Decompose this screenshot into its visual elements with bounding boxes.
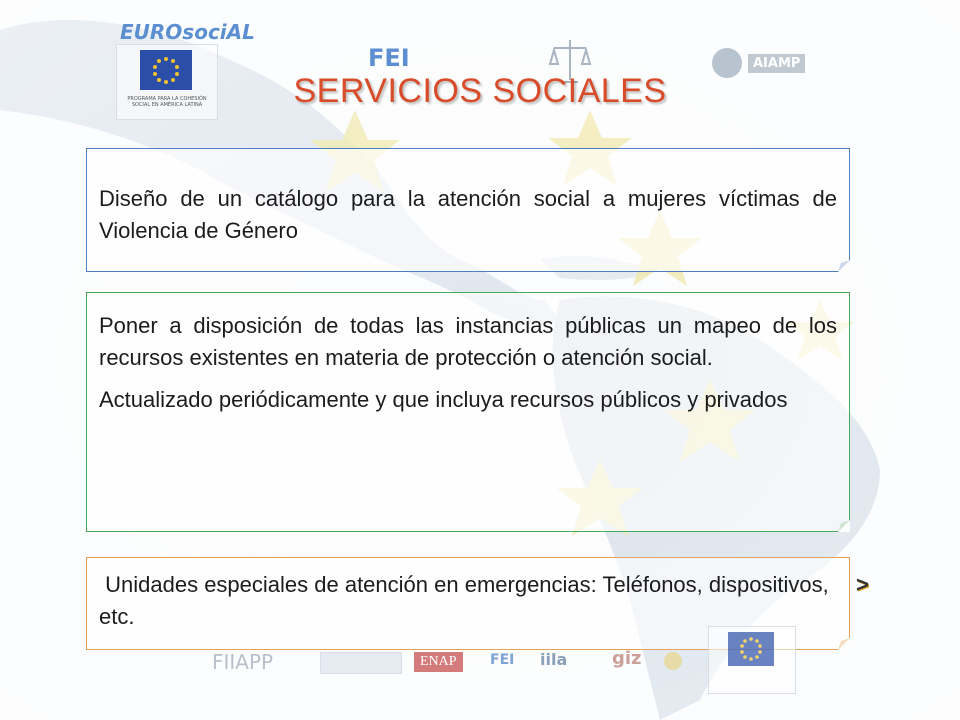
- folded-corner: [838, 638, 850, 650]
- enap-logo: ENAP: [414, 652, 463, 672]
- slide-title: SERVICIOS SOCIALES: [293, 72, 667, 110]
- iila-logo: iila: [540, 650, 568, 669]
- folded-corner: [838, 520, 850, 532]
- aiamp-logo: AIAMP: [748, 54, 805, 73]
- emergency-units-text: Unidades especiales de atención en emergencias: Teléfonos, dispositivos, etc.: [99, 572, 835, 629]
- eurosocial-wordmark: EUROsociAL: [120, 20, 255, 44]
- resource-update-text: Actualizado periódicamente y que incluya recursos públicos y privados: [99, 387, 788, 412]
- folded-corner: [838, 260, 850, 272]
- catalog-box: [86, 148, 850, 272]
- partner-logo: [320, 652, 402, 674]
- catalog-text: Diseño de un catálogo para la atención social a mujeres víctimas de Violencia de Género: [99, 186, 837, 243]
- eurosocial-caption: PROGRAMA PARA LA COHESIÓN SOCIAL EN AMÉRICA LATINA: [127, 96, 207, 108]
- eu-flag-icon: [728, 632, 774, 666]
- resource-map-text: Poner a disposición de todas las instancias públicas un mapeo de los recursos existentes en materia de protección o atención social.: [99, 313, 837, 370]
- giz-logo: giz: [612, 648, 642, 669]
- fei-logo: FEI: [368, 44, 410, 72]
- fei-bottom-logo: FEI: [490, 652, 515, 668]
- partner-emblem: [664, 652, 682, 670]
- resource-map-box: [86, 292, 850, 532]
- fiiapp-logo: FIIAPP: [212, 650, 274, 674]
- next-arrow-icon[interactable]: >: [856, 572, 869, 597]
